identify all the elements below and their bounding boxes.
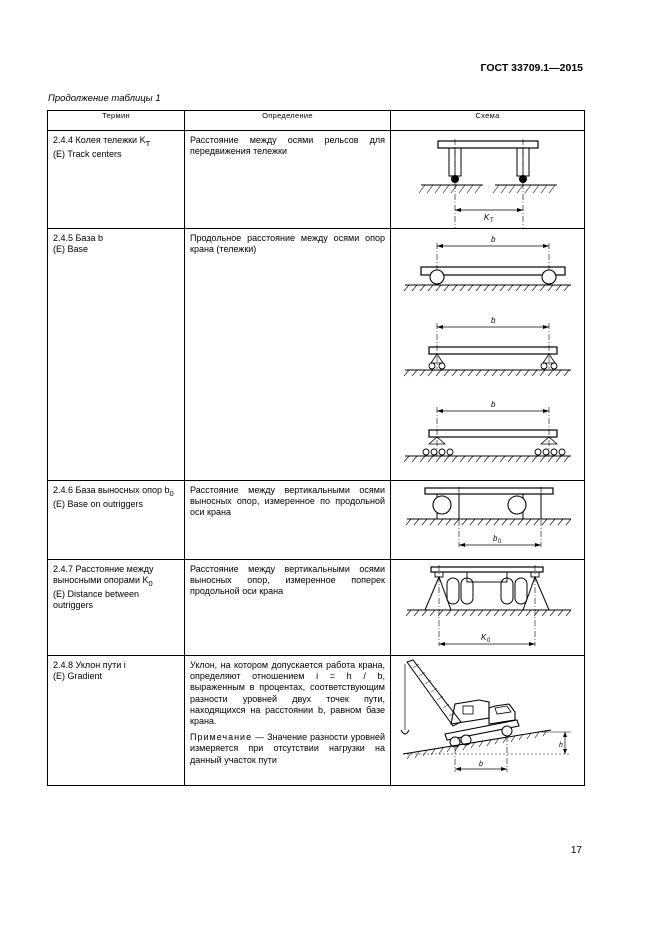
definition-cell: Расстояние между вертикальными осями выносных опор, измеренное поперек продольной оси крана bbox=[185, 560, 391, 656]
schema-cell bbox=[391, 560, 585, 656]
table-row bbox=[48, 560, 585, 656]
definition-cell: Расстояние между осями рельсов для передвижения тележки bbox=[185, 131, 391, 229]
table-header-row bbox=[48, 111, 585, 131]
terms-table bbox=[47, 110, 585, 786]
note bbox=[190, 732, 385, 766]
note-text: — Значение разности уровней измеряется при отсутствии нагрузки на данный участок пути bbox=[190, 732, 385, 765]
term-cell bbox=[48, 131, 185, 229]
column-header-term: Термин bbox=[48, 111, 185, 131]
dimension-label: b bbox=[491, 316, 496, 325]
term-subscript: 0 bbox=[148, 579, 153, 588]
definition-cell: Продольное расстояние между осями опор крана (тележки) bbox=[185, 229, 391, 481]
term-cell bbox=[48, 481, 185, 560]
schema-cell bbox=[391, 656, 585, 786]
term-en: (E) Gradient bbox=[53, 671, 103, 682]
dimension-label: b bbox=[479, 761, 483, 768]
dimension-subscript: 0 bbox=[487, 638, 491, 644]
table-row bbox=[48, 481, 585, 560]
term-subscript: 0 bbox=[169, 488, 174, 498]
term-ru: 2.4.6 База выносных опор b bbox=[53, 485, 170, 495]
table-row bbox=[48, 131, 585, 229]
dimension-label: K bbox=[481, 633, 487, 642]
note-label: Примечание bbox=[190, 732, 253, 743]
term-en: (E) Distance between outriggers bbox=[53, 589, 140, 611]
definition-cell bbox=[185, 656, 391, 786]
dimension-subscript: 0 bbox=[498, 539, 502, 545]
page-number: 17 bbox=[570, 845, 582, 856]
schema-cell bbox=[391, 481, 585, 560]
column-header-schema: Схема bbox=[391, 111, 585, 131]
base-diagram bbox=[391, 229, 585, 480]
term-cell bbox=[48, 229, 185, 481]
dimension-subscript: Т bbox=[490, 218, 494, 224]
definition-text: Уклон, на котором допускается работа крана, определяют отношением i = h / b, выраженным в процентах, соответствующим разности уровней двух точек пути, находящихся на расстоянии b, равном базе крана. bbox=[190, 660, 385, 727]
dimension-label: h bbox=[559, 742, 563, 749]
schema-cell bbox=[391, 131, 585, 229]
outrigger-base-diagram bbox=[391, 481, 585, 559]
gradient-diagram bbox=[391, 656, 585, 785]
definition-cell: Расстояние между вертикальными осями выносных опор, измеренное по продольной оси крана bbox=[185, 481, 391, 560]
schema-cell bbox=[391, 229, 585, 481]
dimension-label: b bbox=[491, 235, 496, 244]
table-caption: Продолжение таблицы 1 bbox=[48, 93, 161, 104]
term-ru: 2.4.8 Уклон пути i bbox=[53, 660, 126, 670]
term-ru: 2.4.5 База b bbox=[53, 233, 103, 243]
term-ru: 2.4.4 Колея тележки K bbox=[53, 135, 146, 145]
dimension-label: K bbox=[484, 213, 490, 222]
table-row bbox=[48, 656, 585, 786]
column-header-definition: Определение bbox=[185, 111, 391, 131]
dimension-label: b bbox=[491, 400, 496, 409]
standard-code: ГОСТ 33709.1—2015 bbox=[480, 62, 583, 74]
dimension-label: b bbox=[493, 534, 498, 543]
term-ru: 2.4.7 Расстояние между выносными опорами K bbox=[53, 564, 154, 586]
term-subscript: Т bbox=[145, 138, 151, 148]
term-en: (E) Base bbox=[53, 244, 89, 255]
outrigger-distance-diagram bbox=[391, 560, 585, 655]
term-en: (E) Base on outriggers bbox=[53, 499, 144, 509]
table-row bbox=[48, 229, 585, 481]
track-centers-diagram bbox=[391, 131, 585, 228]
term-cell bbox=[48, 656, 185, 786]
term-cell bbox=[48, 560, 185, 656]
term-en: (E) Track centers bbox=[53, 149, 122, 159]
